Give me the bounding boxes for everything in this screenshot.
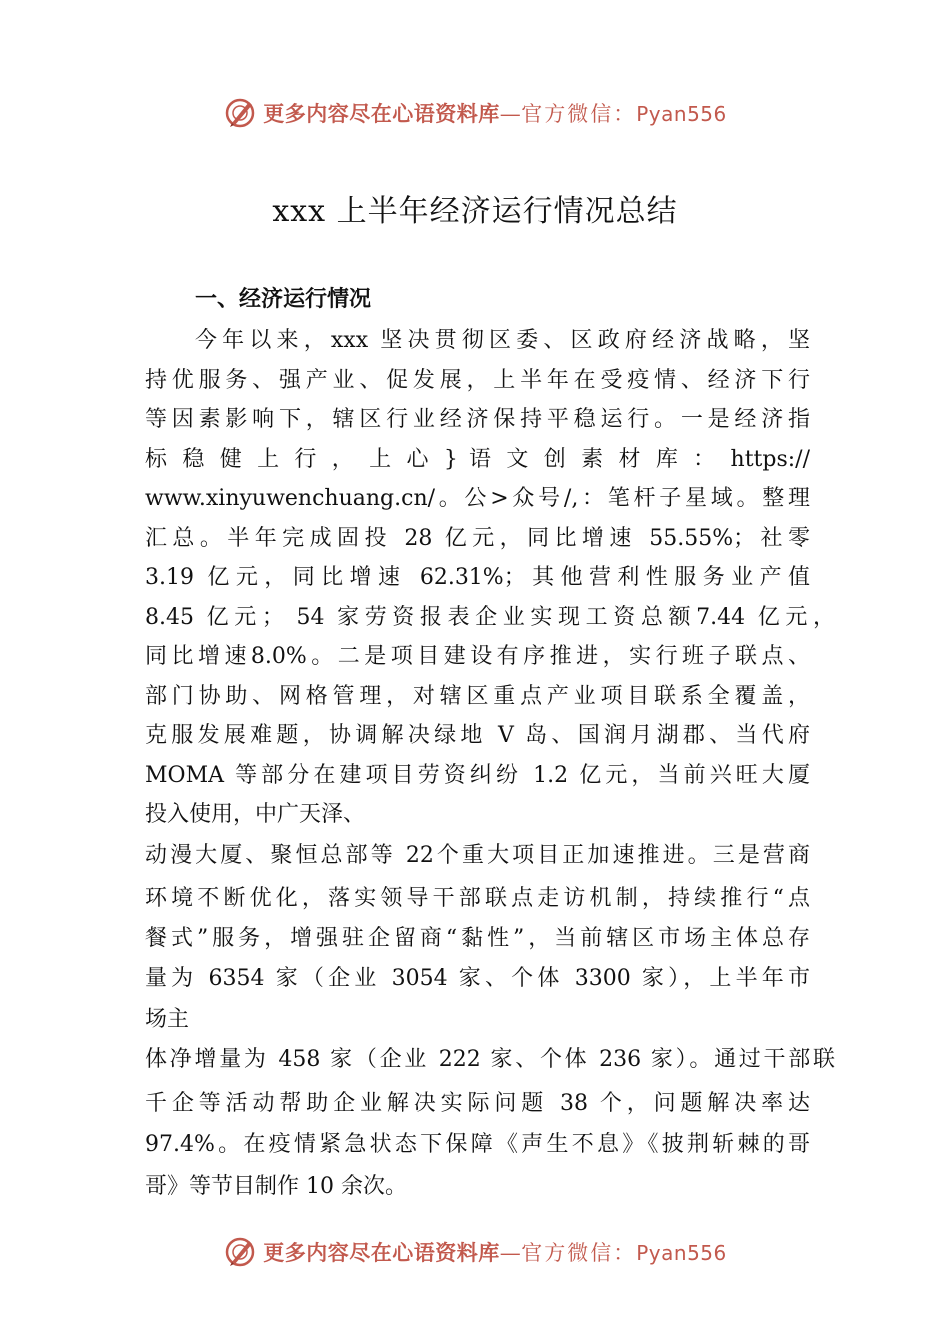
- paragraph-line: 汇总。半年完成固投 28 亿元，同比增速 55.55%；社零: [145, 526, 810, 551]
- paragraph-line: 动漫大厦、聚恒总部等 22个重大项目正加速推进。三是营商: [145, 843, 810, 868]
- paragraph-line: 持优服务、强产业、促发展，上半年在受疫情、经济下行: [145, 368, 810, 393]
- banner-brand: 更多内容尽在心语资料库: [263, 101, 500, 126]
- paragraph-line: 等因素影响下，辖区行业经济保持平稳运行。一是经济指: [145, 407, 810, 432]
- paragraph-line: 97.4%。在疫情紧急状态下保障《声生不息》《披荆斩棘的哥: [145, 1132, 810, 1157]
- header-banner: [0, 93, 950, 133]
- paragraph-line: 餐式”服务，增强驻企留商“黏性”，当前辖区市场主体总存: [145, 926, 810, 951]
- banner-wechat-id: Pyan556: [636, 1241, 727, 1265]
- banner-text: [263, 1237, 727, 1267]
- paragraph-line: 体净增量为 458 家（企业 222 家、个体 236 家）。通过干部联: [145, 1047, 835, 1072]
- paragraph-line: 8.45 亿元； 54 家劳资报表企业实现工资总额7.44 亿元，: [145, 605, 835, 630]
- banner-wechat-label: 官方微信：: [521, 1241, 637, 1265]
- paragraph-line: www.xinyuwenchuang.cn/。公>众号/,：笔杆子星域。整理: [145, 486, 810, 511]
- paragraph-line: 投入使用，中广天泽、: [145, 802, 366, 827]
- paragraph-line: 同比增速8.0%。二是项目建设有序推进，实行班子联点、: [145, 644, 810, 669]
- paragraph-line: 千企等活动帮助企业解决实际问题 38 个，问题解决率达: [145, 1091, 810, 1116]
- pen-logo-icon: [223, 1235, 257, 1269]
- banner-wechat-label: 官方微信：: [521, 102, 637, 126]
- paragraph-line: 环境不断优化，落实领导干部联点走访机制，持续推行“点: [145, 886, 810, 911]
- paragraph-line: 标 稳 健 上 行 ， 上 心 } 语 文 创 素 材 库 ： https://: [145, 447, 810, 472]
- paragraph-line: MOMA 等部分在建项目劳资纠纷 1.2 亿元，当前兴旺大厦: [145, 763, 810, 788]
- pen-logo-icon: [223, 96, 257, 130]
- banner-brand: 更多内容尽在心语资料库: [263, 1240, 500, 1265]
- paragraph-line: 今年以来，xxx 坚决贯彻区委、区政府经济战略，坚: [195, 328, 810, 353]
- document-title: xxx 上半年经济运行情况总结: [272, 194, 678, 229]
- section-heading: 一、经济运行情况: [195, 287, 372, 312]
- paragraph-line: 哥》等节目制作 10 余次。: [145, 1174, 407, 1199]
- banner-text: [263, 98, 727, 128]
- banner-dash: —: [499, 102, 522, 126]
- banner-wechat-id: Pyan556: [636, 102, 727, 126]
- paragraph-line: 部门协助、网格管理，对辖区重点产业项目联系全覆盖，: [145, 684, 810, 709]
- paragraph-line: 3.19 亿元，同比增速 62.31%；其他营利性服务业产值: [145, 565, 810, 590]
- banner-dash: —: [499, 1241, 522, 1265]
- paragraph-line: 场主: [145, 1007, 190, 1032]
- paragraph-line: 克服发展难题，协调解决绿地 V 岛、国润月湖郡、当代府: [145, 723, 810, 748]
- footer-banner: [0, 1232, 950, 1272]
- paragraph-line: 量为 6354 家（企业 3054 家、个体 3300 家），上半年市: [145, 966, 810, 991]
